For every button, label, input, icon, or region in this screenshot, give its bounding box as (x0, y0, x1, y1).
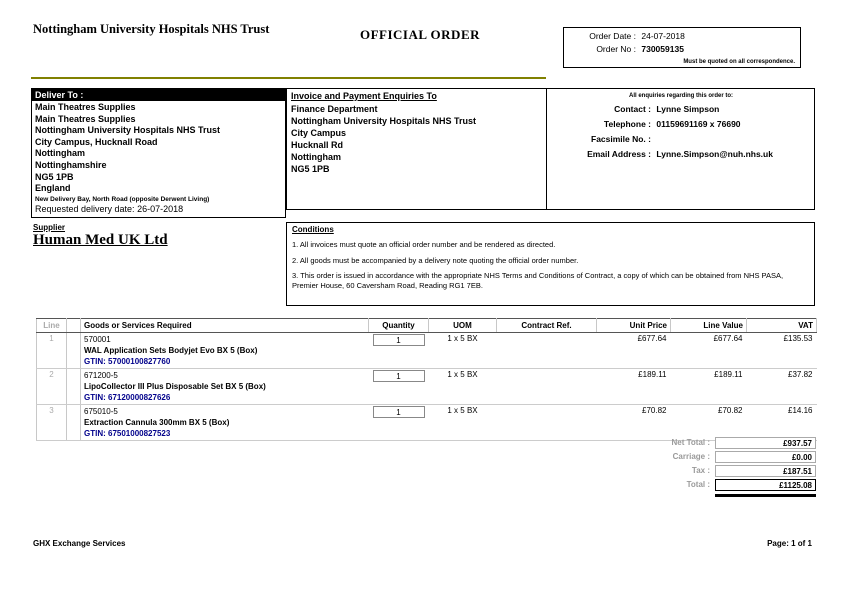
column-header-spacer (67, 319, 81, 333)
column-header-unit-price: Unit Price (597, 319, 671, 333)
line-value-cell: £677.64 (671, 333, 747, 369)
item-code: 675010-5 (84, 407, 118, 416)
column-header-vat: VAT (747, 319, 817, 333)
contract-ref-cell (497, 405, 597, 441)
condition-item: 1. All invoices must quote an official order number and be rendered as directed. (292, 240, 556, 249)
grand-total-row (615, 479, 816, 493)
line-number: 2 (37, 369, 67, 405)
table-row (37, 369, 817, 405)
column-header-contract: Contract Ref. (497, 319, 597, 333)
goods-cell (81, 333, 369, 369)
item-code: 570001 (84, 335, 111, 344)
footer-page-number: Page: 1 of 1 (767, 539, 812, 548)
goods-cell (81, 405, 369, 441)
trust-name: Nottingham University Hospitals NHS Trust (33, 22, 270, 36)
spacer-cell (67, 405, 81, 441)
carriage-row (615, 451, 816, 465)
tax-row (615, 465, 816, 479)
enquiries-note: All enquiries regarding this order to: (628, 93, 733, 99)
condition-item: 2. All goods must be accompanied by a delivery note quoting the official order number. (292, 255, 579, 265)
conditions-section (286, 222, 815, 306)
address-line: City Campus, Hucknall Road (35, 136, 158, 147)
email-row (551, 149, 811, 159)
table-row (37, 405, 817, 441)
contract-ref-cell (497, 333, 597, 369)
invoice-and-contact-section (286, 88, 815, 210)
invoice-enquiries-header: Invoice and Payment Enquiries To (291, 91, 437, 101)
address-line: Main Theatres Supplies (35, 102, 136, 112)
vat-cell: £14.16 (747, 405, 817, 441)
grand-total-rule (715, 494, 816, 497)
carriage-value: £0.00 (715, 451, 816, 463)
address-line: Finance Department (291, 104, 378, 114)
grand-total-label: Total : (686, 480, 710, 489)
spacer-cell (67, 369, 81, 405)
address-line: Hucknall Rd (291, 140, 344, 150)
uom-cell: 1 x 5 BX (429, 405, 497, 441)
vat-cell: £135.53 (747, 333, 817, 369)
address-line: NG5 1PB (35, 171, 74, 182)
quantity-cell (369, 405, 429, 441)
tax-label: Tax : (691, 466, 710, 475)
grand-total-value: £1125.08 (715, 479, 816, 491)
item-description: Extraction Cannula 300mm BX 5 (Box) (84, 418, 230, 427)
footer-service-name: GHX Exchange Services (33, 539, 126, 548)
column-header-line-value: Line Value (671, 319, 747, 333)
quantity-cell (369, 369, 429, 405)
order-number-label: Order No : (596, 44, 636, 54)
deliver-to-section (31, 88, 286, 218)
order-date-value: 24-07-2018 (641, 31, 685, 41)
condition-item: 3. This order is issued in accordance with the appropriate NHS Terms and Conditions of Contract, a copy of which can be obtained from NHS PASA, Premier House, 60 Caversham Road, Reading RG1 7EB. (292, 271, 784, 290)
delivery-instructions-note: New Delivery Bay, North Road (opposite Derwent Living) (35, 195, 210, 203)
facsimile-row (551, 134, 811, 144)
net-total-label: Net Total : (671, 438, 710, 447)
supplier-name: Human Med UK Ltd (33, 232, 168, 248)
telephone-row (551, 119, 811, 129)
contact-row (551, 104, 811, 114)
header-divider-line (31, 77, 546, 79)
telephone-value: 01159691169 x 76690 (656, 119, 741, 129)
totals-section (615, 437, 816, 493)
address-line: City Campus (291, 128, 347, 138)
order-number-value: 730059135 (641, 44, 684, 54)
order-info-box (563, 27, 801, 68)
quantity-cell (369, 333, 429, 369)
facsimile-label: Facsimile No. : (591, 134, 651, 144)
contract-ref-cell (497, 369, 597, 405)
unit-price-cell: £677.64 (597, 333, 671, 369)
net-total-row (615, 437, 816, 451)
line-value-cell: £70.82 (671, 405, 747, 441)
deliver-to-address (32, 101, 285, 195)
order-date-label: Order Date : (589, 31, 636, 41)
item-description: WAL Application Sets Bodyjet Evo BX 5 (Box) (84, 346, 258, 355)
address-line: Nottingham (35, 148, 85, 159)
address-line: Nottinghamshire (35, 159, 107, 170)
requested-delivery-date: Requested delivery date: 26-07-2018 (35, 203, 184, 214)
contact-value: Lynne Simpson (656, 104, 720, 114)
carriage-label: Carriage : (672, 452, 710, 461)
address-line: England (35, 183, 71, 194)
deliver-to-header: Deliver To : (32, 89, 285, 101)
item-gtin: GTIN: 67120000827626 (84, 393, 171, 402)
supplier-label: Supplier (33, 223, 66, 232)
column-header-quantity: Quantity (369, 319, 429, 333)
address-line: Nottingham (291, 152, 341, 162)
order-date-row (564, 31, 800, 41)
line-value-cell: £189.11 (671, 369, 747, 405)
column-header-line: Line (37, 319, 67, 333)
quantity-box: 1 (373, 334, 425, 346)
column-header-goods: Goods or Services Required (81, 319, 369, 333)
table-row (37, 333, 817, 369)
item-gtin: GTIN: 57000100827760 (84, 357, 171, 366)
address-line: Nottingham University Hospitals NHS Trust (35, 125, 221, 136)
conditions-header: Conditions (292, 225, 334, 234)
unit-price-cell: £70.82 (597, 405, 671, 441)
unit-price-cell: £189.11 (597, 369, 671, 405)
order-note: Must be quoted on all correspondence. (683, 59, 795, 65)
address-line: Nottingham University Hospitals NHS Trust (291, 116, 477, 126)
goods-cell (81, 369, 369, 405)
uom-cell: 1 x 5 BX (429, 369, 497, 405)
vat-cell: £37.82 (747, 369, 817, 405)
invoice-enquiries-block (287, 89, 545, 177)
tax-value: £187.51 (715, 465, 816, 477)
contact-label: Contact : (614, 104, 651, 114)
item-gtin: GTIN: 67501000827523 (84, 429, 171, 438)
email-label: Email Address : (587, 149, 651, 159)
order-number-row (564, 44, 800, 54)
item-description: LipoCollector III Plus Disposable Set BX 5 (Box) (84, 382, 266, 391)
table-header-row (37, 319, 817, 333)
spacer-cell (67, 333, 81, 369)
net-total-value: £937.57 (715, 437, 816, 449)
email-value: Lynne.Simpson@nuh.nhs.uk (656, 149, 773, 159)
telephone-label: Telephone : (603, 119, 651, 129)
address-line: Main Theatres Supplies (35, 113, 136, 124)
order-items-table (36, 318, 817, 441)
line-number: 3 (37, 405, 67, 441)
address-line: NG5 1PB (291, 164, 330, 174)
document-title: OFFICIAL ORDER (359, 27, 481, 42)
quantity-box: 1 (373, 406, 425, 418)
quantity-box: 1 (373, 370, 425, 382)
item-code: 671200-5 (84, 371, 118, 380)
column-header-uom: UOM (429, 319, 497, 333)
line-number: 1 (37, 333, 67, 369)
order-contact-block (547, 89, 815, 161)
uom-cell: 1 x 5 BX (429, 333, 497, 369)
